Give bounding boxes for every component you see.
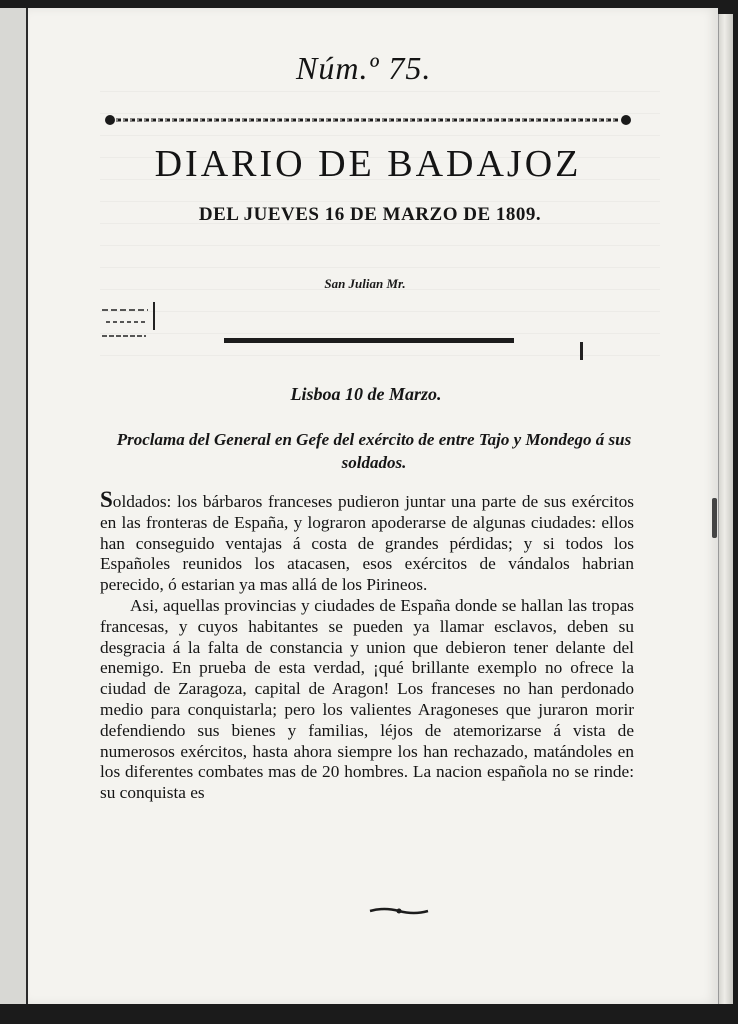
dash-ornament [102, 300, 158, 342]
section-rule [224, 338, 514, 343]
saint-of-day: San Julian Mr. [324, 276, 406, 291]
ornament-rule [104, 114, 632, 126]
article-title: Proclama del General en Gefe del exército de entre Tajo y Mondego á sus soldados. [116, 430, 632, 472]
page-stack-edge [718, 14, 733, 1004]
rule-tick [580, 342, 583, 360]
issue-number: Núm.º 75. [296, 50, 432, 86]
paragraph-2: Asi, aquellas provincias y ciudades de España donde se hallan las tropas francesas, y cuyos habitantes se pueden ya llamar esclavos, deben su desgracia á la falta de constancia y union que debieron tener delante del enemigo. En prueba de esta verdad, ¡qué brillante exemplo no ofrece la ciudad de Zaragoza, capital de Aragon! Los franceses no han perdonado medio para conquistarla; pero los valientes Aragoneses que juraron morir defendiendo sus bienes y familias, léjos de atemorizarse á vista de numerosos exércitos, hasta ahora siempre los han rechazado, matándoles en los diferentes combates mas de 20 hombres. La nacion española no se rinde: su conquista es [100, 595, 634, 803]
footer-flourish [368, 906, 430, 916]
masthead-title: DIARIO DE BADAJOZ [154, 143, 582, 185]
drop-cap: S [100, 487, 113, 512]
article-body [100, 487, 634, 900]
paragraph-1-text: oldados: los bárbaros franceses pudieron juntar una parte de sus exércitos en las fronteras de España, y lograron apoderarse de algunas ciudades: ellos han conseguido ventajas á costa de grandes pérdidas; y si todos los Españoles reunidos los atacasen, esos exércitos de vándalos habrian perecido, ó estarian ya mas allá de los Pirineos. [100, 492, 634, 595]
dateline: DEL JUEVES 16 DE MARZO DE 1809. [198, 204, 542, 225]
paragraph-1 [100, 487, 634, 596]
binding-mark [712, 498, 717, 538]
article-dateline: Lisboa 10 de Marzo. [290, 384, 442, 404]
facing-page-edge [0, 8, 28, 1004]
